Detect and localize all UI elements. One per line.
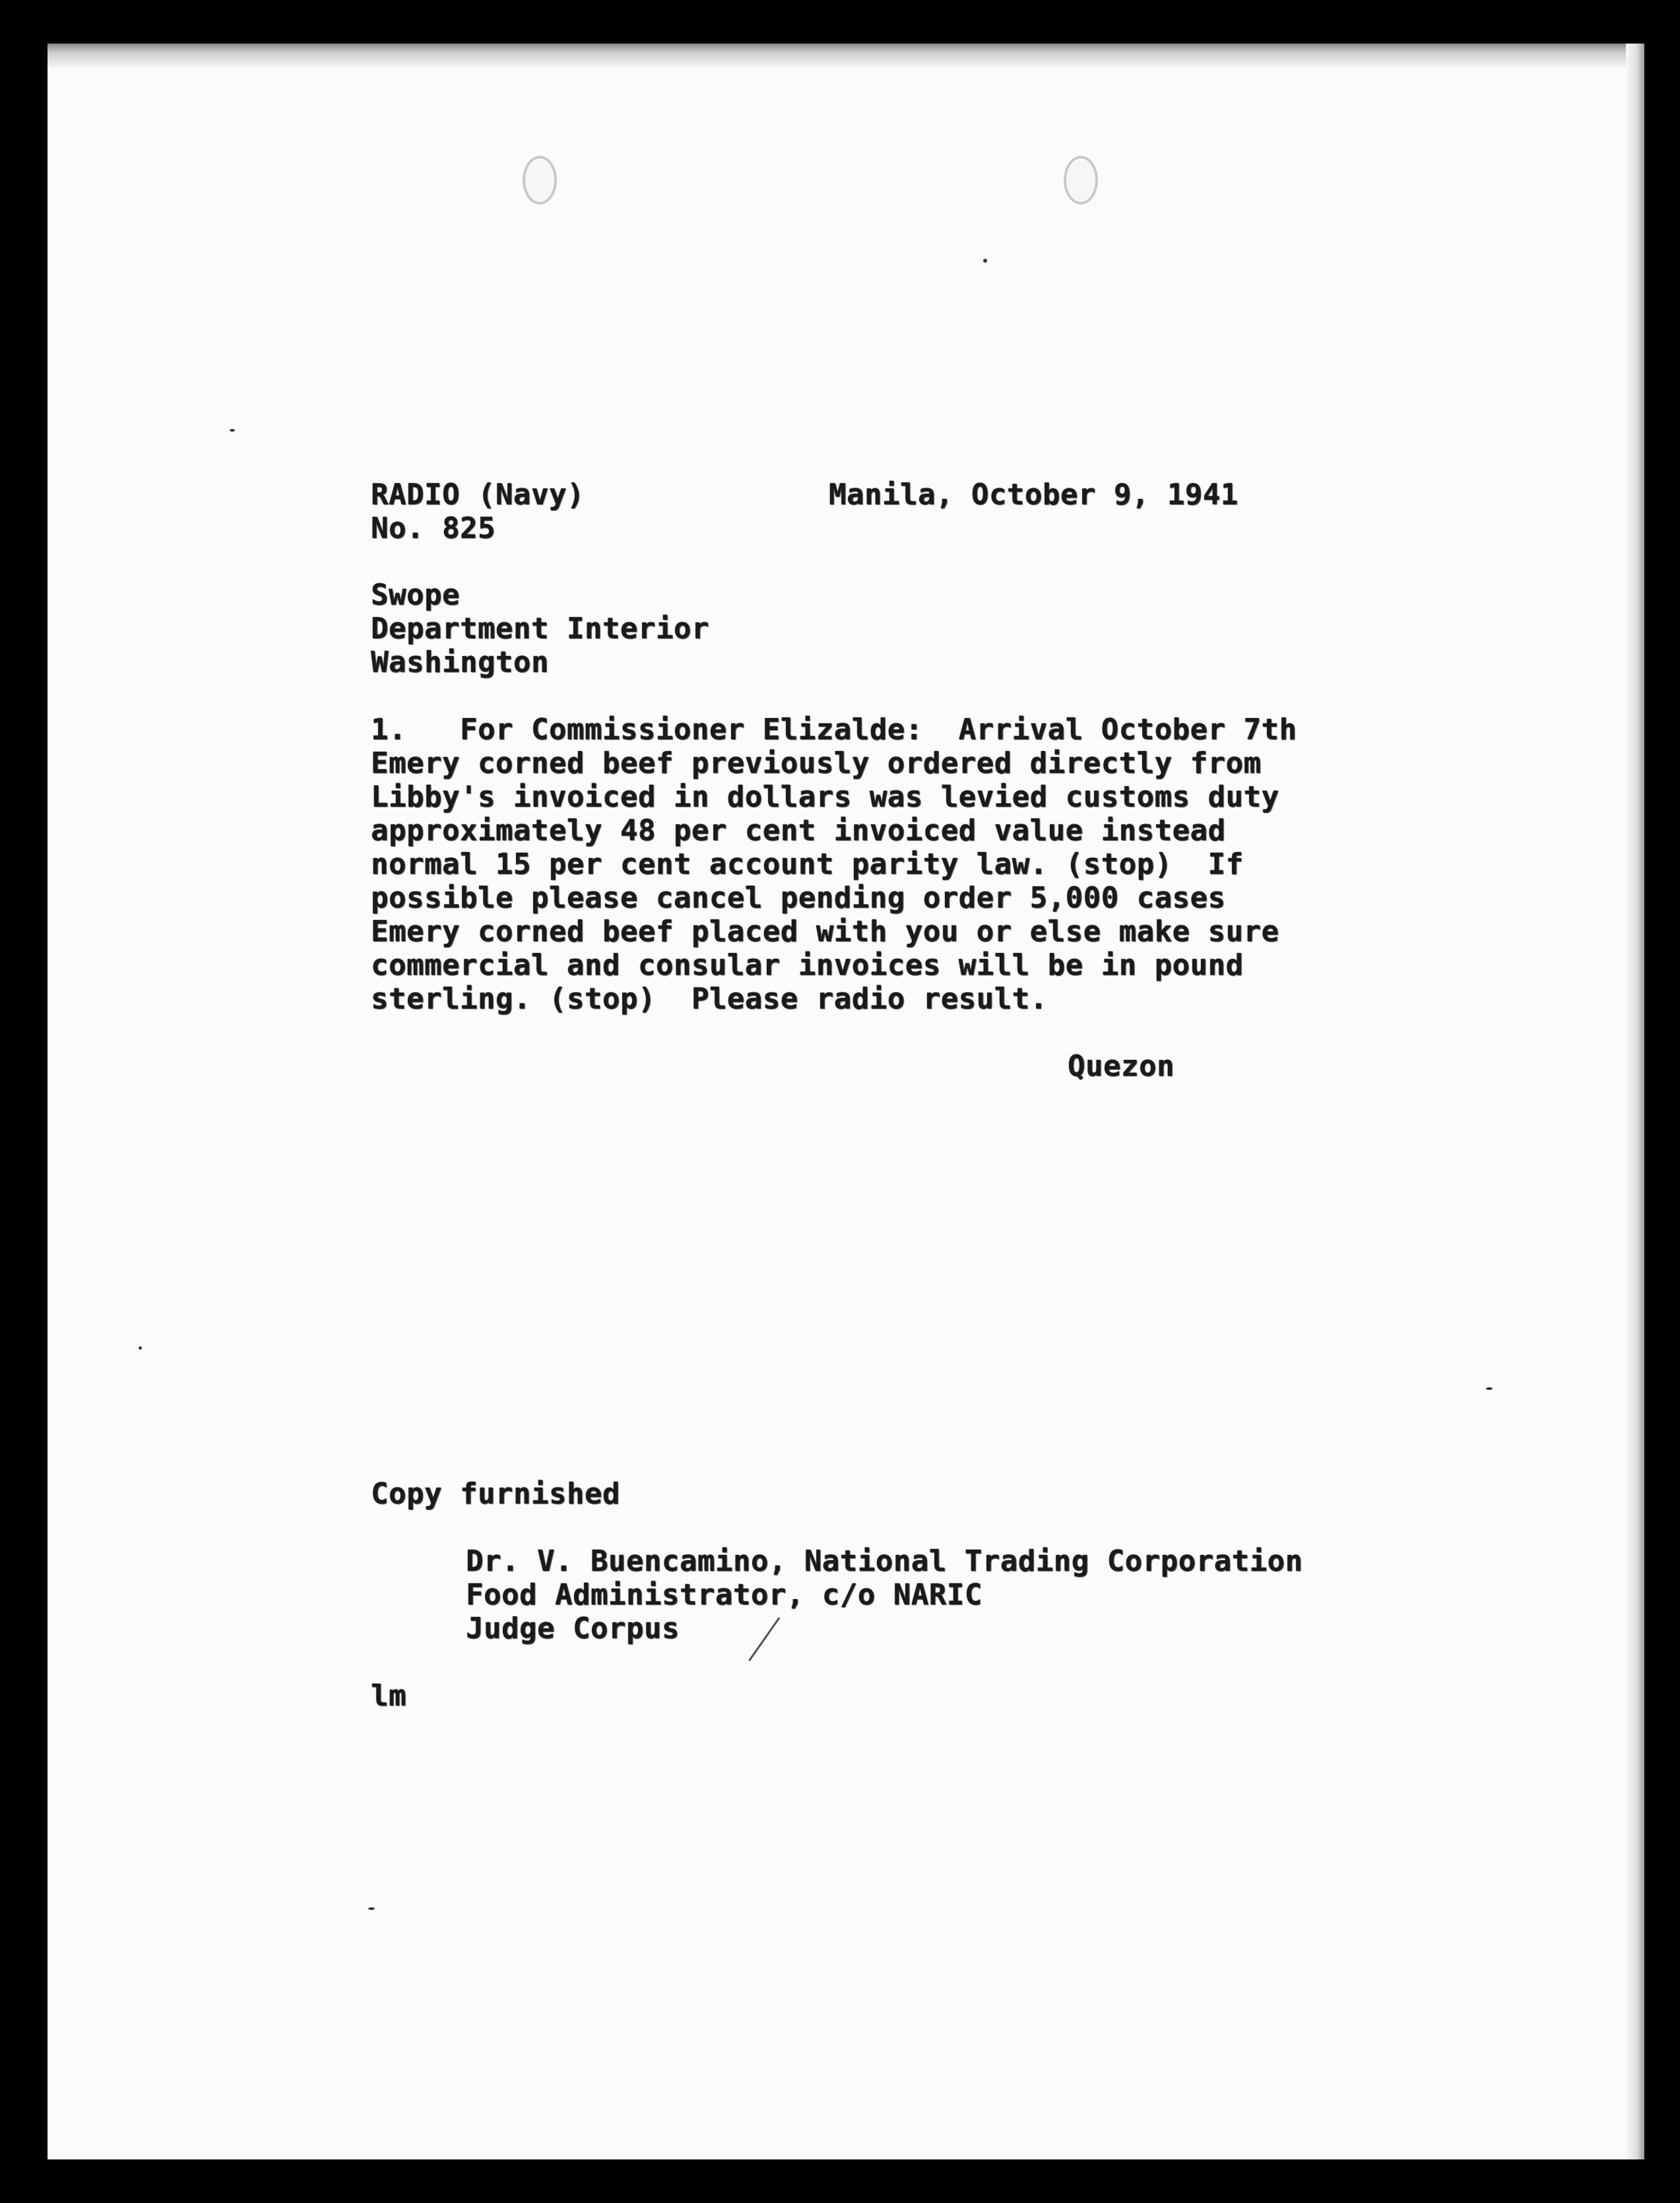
speck — [230, 429, 235, 432]
paper-sheet — [48, 44, 1644, 2159]
body-line: normal 15 per cent account parity law. (stop) If — [371, 847, 1244, 881]
addressee-department: Department Interior — [371, 612, 709, 645]
body-line: Libby's invoiced in dollars was levied customs duty — [371, 780, 1279, 814]
place-date: Manila, October 9, 1941 — [829, 478, 1239, 511]
punch-hole-right — [1064, 156, 1098, 205]
body-line: Emery corned beef previously ordered directly from — [371, 746, 1262, 780]
scan-shadow-top — [48, 44, 1644, 67]
typist-initials: lm — [371, 1679, 406, 1713]
message-number: No. 825 — [371, 511, 496, 545]
addressee-name: Swope — [371, 578, 460, 612]
body-line: possible please cancel pending order 5,000 cases — [371, 881, 1226, 915]
body-line: commercial and consular invoices will be in pound — [371, 948, 1244, 982]
speck — [368, 1907, 375, 1910]
signature: Quezon — [1068, 1049, 1175, 1083]
copy-recipient: Dr. V. Buencamino, National Trading Corporation — [466, 1544, 1303, 1578]
check-mark — [748, 1617, 780, 1661]
body-line: 1. For Commissioner Elizalde: Arrival October 7th — [371, 713, 1297, 746]
addressee-city: Washington — [371, 645, 549, 679]
radio-routing: RADIO (Navy) — [371, 478, 585, 511]
copy-recipient: Food Administrator, c/o NARIC — [466, 1578, 983, 1612]
scan-shadow-right — [1626, 44, 1644, 2159]
body-line: approximately 48 per cent invoiced value instead — [371, 814, 1226, 847]
copy-furnished-heading: Copy furnished — [371, 1477, 620, 1511]
body-line: Emery corned beef placed with you or else make sure — [371, 915, 1279, 948]
copy-recipient: Judge Corpus — [466, 1612, 680, 1645]
punch-hole-left — [523, 156, 557, 205]
speck — [983, 259, 987, 263]
speck — [139, 1346, 142, 1350]
body-line: sterling. (stop) Please radio result. — [371, 982, 1048, 1016]
speck — [1486, 1387, 1493, 1390]
